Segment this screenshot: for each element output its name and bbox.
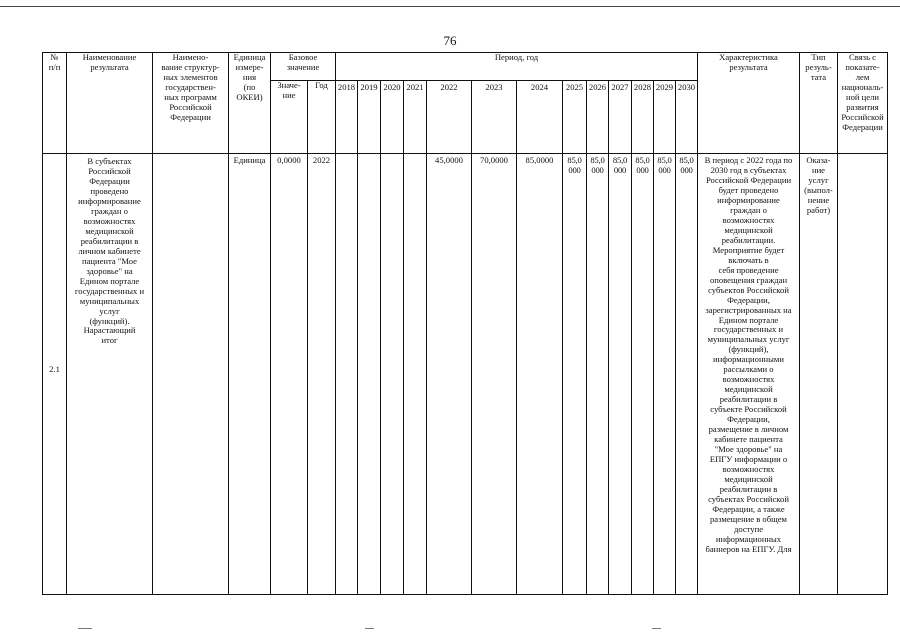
value-2025: 85,0 000 xyxy=(563,154,587,595)
row-num-text: 2.1 xyxy=(49,364,60,375)
year-header-2025: 2025 xyxy=(563,81,587,154)
year-header-2019: 2019 xyxy=(358,81,381,154)
value-2029: 85,0 000 xyxy=(654,154,676,595)
year-header-2024: 2024 xyxy=(517,81,563,154)
header-characteristic: Характеристика результата xyxy=(698,53,800,154)
year-header-2018: 2018 xyxy=(336,81,358,154)
value-2021 xyxy=(404,154,427,595)
year-header-2027: 2027 xyxy=(609,81,632,154)
year-header-2029: 2029 xyxy=(654,81,676,154)
row-base-value: 0,0000 xyxy=(271,154,308,595)
value-2030: 85,0 000 xyxy=(676,154,698,595)
header-link: Связь с показате- лем националь- ной цели развития Российской Федерации xyxy=(838,53,888,154)
top-rule xyxy=(0,6,900,7)
bottom-scan-marks xyxy=(0,628,900,634)
row-base-year: 2022 xyxy=(308,154,336,595)
value-2026: 85,0 000 xyxy=(587,154,609,595)
header-base-value-value: Значе- ние xyxy=(271,81,308,154)
year-header-2028: 2028 xyxy=(632,81,654,154)
row-num xyxy=(43,154,67,595)
header-result-type: Тип резуль- тата xyxy=(800,53,838,154)
header-row-1 xyxy=(43,53,888,81)
value-2020 xyxy=(381,154,404,595)
row-result-type: Оказа- ние услуг (выпол- нение работ) xyxy=(800,154,838,595)
value-2028: 85,0 000 xyxy=(632,154,654,595)
year-header-2022: 2022 xyxy=(427,81,472,154)
header-period: Период, год xyxy=(336,53,698,81)
value-2023: 70,0000 xyxy=(472,154,517,595)
header-base-value: Базовое значение xyxy=(271,53,336,81)
row-unit: Единица xyxy=(229,154,271,595)
value-2027: 85,0 000 xyxy=(609,154,632,595)
year-header-2021: 2021 xyxy=(404,81,427,154)
header-result-name: Наименование результата xyxy=(67,53,153,154)
value-2019 xyxy=(358,154,381,595)
year-header-2023: 2023 xyxy=(472,81,517,154)
value-2018 xyxy=(336,154,358,595)
row-link xyxy=(838,154,888,595)
header-num: № п/п xyxy=(43,53,67,154)
row-structure-name xyxy=(153,154,229,595)
results-table xyxy=(42,52,888,595)
header-unit: Единица измере- ния (по ОКЕИ) xyxy=(229,53,271,154)
year-header-2030: 2030 xyxy=(676,81,698,154)
value-2024: 85,0000 xyxy=(517,154,563,595)
header-base-value-year: Год xyxy=(308,81,336,154)
value-2022: 45,0000 xyxy=(427,154,472,595)
table-row xyxy=(43,154,888,595)
year-header-2026: 2026 xyxy=(587,81,609,154)
row-characteristic: В период с 2022 года по 2030 год в субъектах Российской Федерации будет проведено информирование граждан о возможностях медицинской реабилитации. Мероприятие будет включать в себя проведение оповещения граждан субъектов Российской Федерации, зарегистрированных на Едином портале государственных и муниципальных услуг (функций), информационными рассылками о возможностях медицинской реабилитации в субъекте Российской Федерации, размещение в личном кабинете пациента "Мое здоровье" на ЕПГУ информации о возможностях медицинской реабилитации в субъектах Российской Федерации, а также размещение в общем доступе информационных баннеров на ЕПГУ. Для xyxy=(698,154,800,595)
page-number: 76 xyxy=(443,33,457,48)
year-header-2020: 2020 xyxy=(381,81,404,154)
header-structure-name: Наимено- вание структур- ных элементов государствен- ных программ Российской Федерации xyxy=(153,53,229,154)
row-result-name: В субъектах Российской Федерации проведено информирование граждан о возможностях медицинской реабилитации в личном кабинете пациента "Мое здоровье" на Едином портале государственных и муниципальных услуг (функций). Нарастающий итог xyxy=(67,154,153,595)
